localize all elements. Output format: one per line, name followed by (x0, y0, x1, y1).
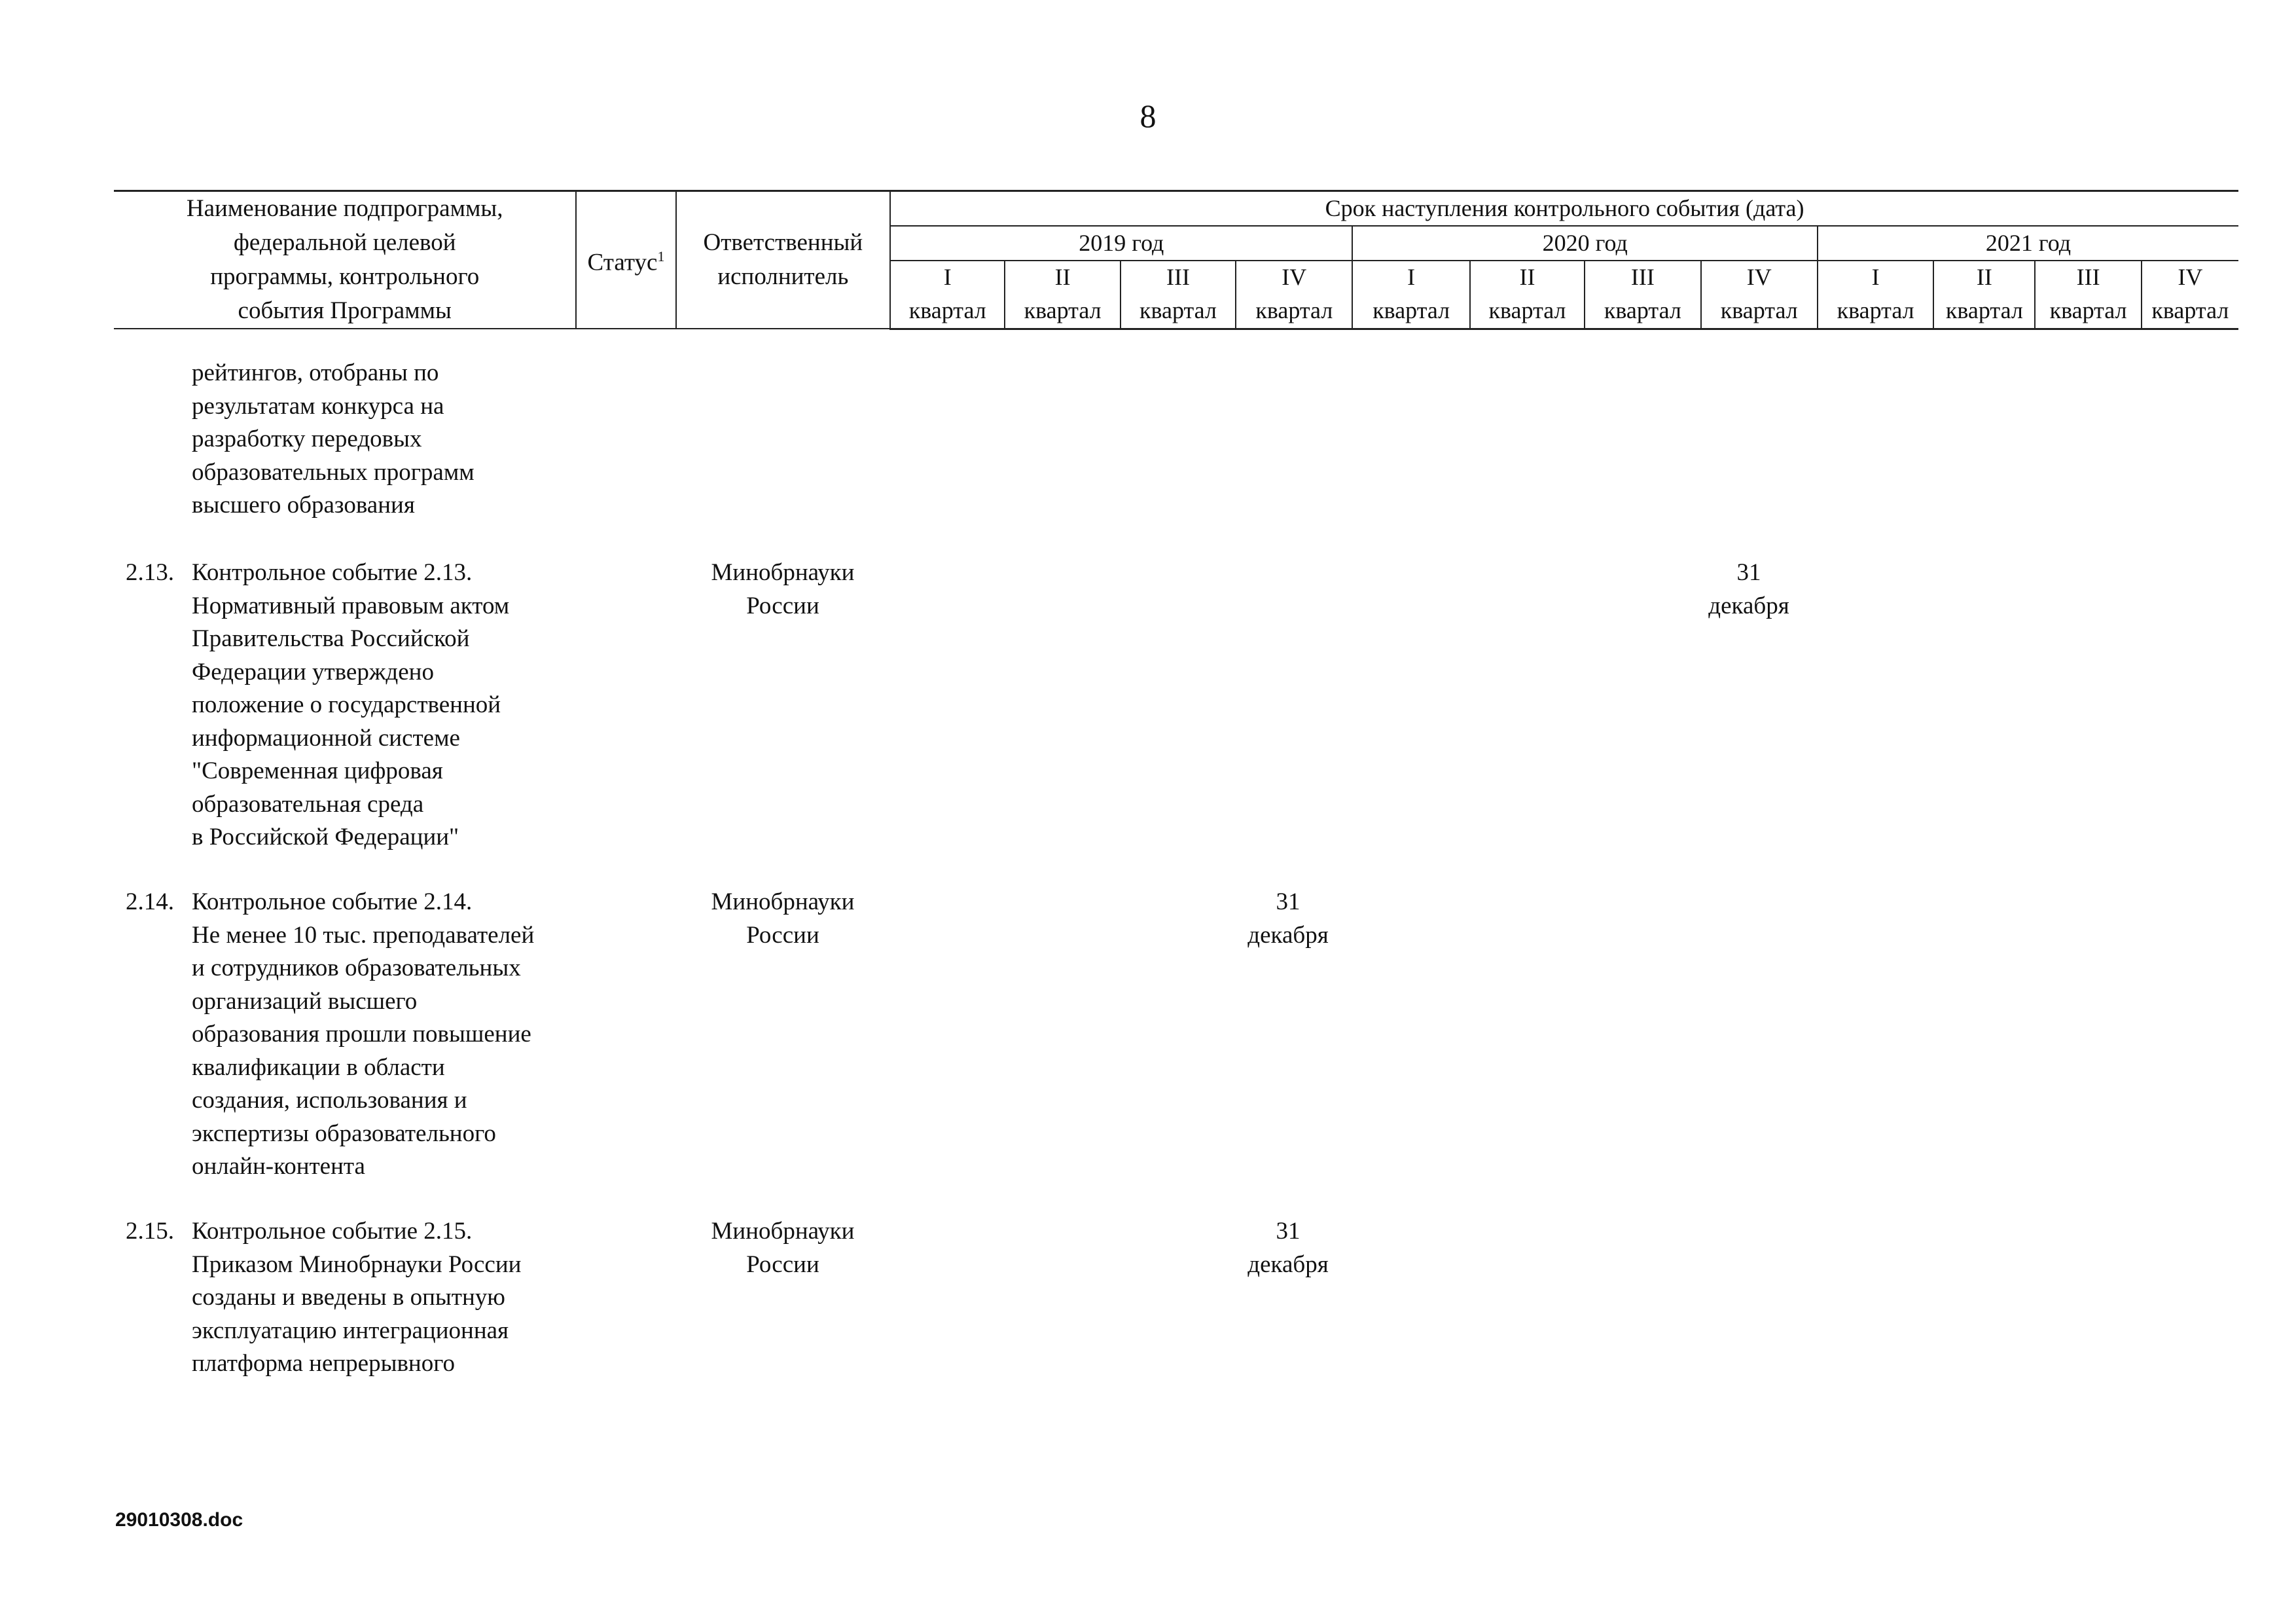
year-2020-header: 2020 год (1352, 226, 1817, 261)
year-2021-header: 2021 год (1818, 226, 2238, 261)
quarter-number: II (1005, 261, 1120, 293)
event-description: рейтингов, отобраны по результатам конкурса на разработку передовых образовательных программ высшего образования (192, 359, 475, 519)
quarter-label: квартал (2035, 293, 2141, 329)
event-number: 2.15. (126, 1218, 174, 1245)
quarter-label: квартал (890, 293, 1005, 329)
quarter-label: квартал (1121, 293, 1236, 329)
event-description: Контрольное событие 2.13. Нормативный правовым актом Правительства Российской Федерации утверждено положение о государственной информационной системе "Современная цифровая образовательная среда в Российской Федерации" (192, 559, 510, 850)
quarter-number: III (2035, 261, 2141, 293)
quarter-label: квартал (1933, 293, 2035, 329)
quarter-label: квартал (1236, 293, 1352, 329)
quarter-label: квартал (1701, 293, 1818, 329)
event-number: 2.14. (126, 888, 174, 915)
quarter-label: квартал (1818, 293, 1933, 329)
deadline-date: 31 декабря (1247, 1218, 1329, 1278)
column-header-name: Наименование подпрограммы, федеральной целевой программы, контрольного события Программы (114, 191, 576, 329)
responsible-executor: Минобрнауки России (711, 1218, 855, 1278)
deadline-date: 31 декабря (1247, 888, 1329, 949)
quarter-label: квартал (1470, 293, 1585, 329)
quarter-number: I (1818, 261, 1933, 293)
event-description: Контрольное событие 2.14. Не менее 10 тыс. преподавателей и сотрудников образовательных организаций высшего образования прошли повышение квалификации в области создания, использования и экспертизы образовательного онлайн-контента (192, 888, 535, 1180)
table-header (114, 190, 2238, 330)
year-2019-header: 2019 год (890, 226, 1352, 261)
event-number: 2.13. (126, 559, 174, 586)
quarter-number: III (1121, 261, 1236, 293)
quarter-label: квартал (1005, 293, 1120, 329)
quarter-label: квартал (1585, 293, 1700, 329)
column-header-deadline: Срок наступления контрольного события (дата) (890, 191, 2238, 226)
quarter-number: II (1470, 261, 1585, 293)
quarter-number: III (1585, 261, 1700, 293)
quarter-number: IV (1236, 261, 1352, 293)
page-number: 8 (1139, 98, 1157, 134)
quarter-number: IV (2142, 261, 2238, 293)
column-header-status: Статус$^1$ (576, 191, 675, 329)
quarter-number: I (890, 261, 1005, 293)
column-header-executor: Ответственный исполнитель (676, 191, 891, 329)
deadline-date: 31 декабря (1708, 559, 1789, 619)
quarter-number: II (1933, 261, 2035, 293)
quarter-label: квартал (1352, 293, 1469, 329)
responsible-executor: Минобрнауки России (711, 888, 855, 949)
quarter-number: I (1352, 261, 1469, 293)
quarter-number: IV (1701, 261, 1818, 293)
footer-filename: 29010308.doc (115, 1509, 243, 1531)
responsible-executor: Минобрнауки России (711, 559, 855, 619)
event-description: Контрольное событие 2.15. Приказом Минобрнауки России созданы и введены в опытную эксплуатацию интеграционная платформа непрерывного (192, 1218, 522, 1377)
quarter-label: квартал (2142, 293, 2238, 329)
